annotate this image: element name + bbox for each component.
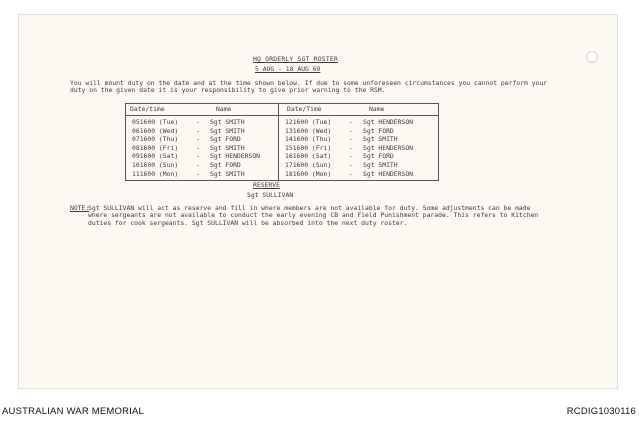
- row-dash: -: [349, 161, 353, 169]
- table-row: [126, 144, 278, 152]
- row-dash: -: [349, 118, 353, 126]
- row-datetime: 051600 (Tue): [132, 118, 179, 126]
- header-name-right: Name: [369, 105, 385, 113]
- note-line: duties for cook sergeants. Sgt SULLIVAN will be absorbed into the next duty roster.: [88, 218, 408, 227]
- header-datetime-right: Date/Time: [287, 105, 322, 113]
- row-dash: -: [349, 169, 353, 178]
- row-datetime: 131600 (Wed): [285, 126, 332, 135]
- table-row: [126, 161, 278, 169]
- row-datetime: 171600 (Sun): [285, 161, 332, 169]
- row-datetime: 071600 (Thu): [132, 135, 179, 144]
- row-datetime: 141600 (Thu): [285, 135, 332, 144]
- note-label: NOTE:: [70, 204, 90, 212]
- row-name: Sgt FORD: [363, 152, 394, 161]
- table-row: [126, 127, 278, 135]
- row-name: Sgt HENDERSON: [210, 152, 261, 161]
- table-row: [126, 118, 278, 126]
- intro-line: duty on the given date it is your responsibility to give prior warning to the RSM.: [70, 86, 386, 95]
- table-row: [126, 135, 278, 143]
- table-row: [279, 135, 438, 143]
- note-line: where sergeants are not available to conduct the early evening CB and Field Punishment parade. This refers to Kitchen: [88, 211, 539, 220]
- roster-table: [125, 103, 439, 181]
- row-name: Sgt HENDERSON: [363, 169, 414, 178]
- row-datetime: 181600 (Mon): [285, 169, 332, 178]
- row-dash: -: [196, 161, 200, 169]
- row-datetime: 081600 (Fri): [132, 143, 179, 152]
- table-row: [279, 127, 438, 135]
- row-name: Sgt SMITH: [210, 143, 245, 152]
- table-row: [279, 152, 438, 160]
- row-datetime: 061600 (Wed): [132, 126, 179, 135]
- row-name: Sgt SMITH: [210, 118, 245, 126]
- row-dash: -: [349, 143, 353, 152]
- table-row: [279, 170, 438, 178]
- row-dash: -: [196, 152, 200, 161]
- row-datetime: 151600 (Fri): [285, 143, 332, 152]
- row-dash: -: [349, 135, 353, 144]
- date-range: 5 AUG - 18 AUG 69: [255, 65, 321, 73]
- row-dash: -: [196, 143, 200, 152]
- footer-institution: AUSTRALIAN WAR MEMORIAL: [2, 406, 145, 417]
- row-name: Sgt FORD: [363, 126, 394, 135]
- row-name: Sgt SMITH: [210, 169, 245, 178]
- row-datetime: 121600 (Tue): [285, 118, 332, 126]
- row-datetime: 091600 (Sat): [132, 152, 179, 161]
- row-dash: -: [349, 152, 353, 161]
- row-dash: -: [196, 118, 200, 126]
- table-row: [279, 161, 438, 169]
- row-name: Sgt SMITH: [363, 161, 398, 169]
- row-dash: -: [196, 169, 200, 178]
- intro-paragraph: [70, 80, 570, 95]
- table-row: [279, 144, 438, 152]
- note-line: Sgt SULLIVAN will act as reserve and fill in where members are not available for duty. Some adjustments can be made: [88, 204, 531, 212]
- row-name: Sgt SMITH: [210, 126, 245, 135]
- row-dash: -: [349, 126, 353, 135]
- punch-hole: [586, 51, 598, 63]
- row-name: Sgt FORD: [210, 135, 241, 144]
- table-header-rule: [126, 115, 438, 116]
- row-name: Sgt HENDERSON: [363, 118, 414, 126]
- header-name: Name: [216, 105, 232, 113]
- row-dash: -: [196, 135, 200, 144]
- table-row: [126, 152, 278, 160]
- row-name: Sgt HENDERSON: [363, 143, 414, 152]
- row-datetime: 101600 (Sun): [132, 161, 179, 169]
- intro-line: You will mount duty on the date and at the time shown below. If due to some unforeseen circumstances you cannot perform your: [70, 79, 548, 87]
- reserve-heading: RESERVE: [253, 181, 280, 189]
- footer-catalog-id: RCDIG1030116: [566, 406, 636, 417]
- row-name: Sgt SMITH: [363, 135, 398, 144]
- table-row: [126, 170, 278, 178]
- document-title: HQ ORDERLY SGT ROSTER: [253, 55, 338, 63]
- row-dash: -: [196, 126, 200, 135]
- table-row: [279, 118, 438, 126]
- header-datetime: Date/time: [130, 105, 165, 113]
- row-name: Sgt FORD: [210, 161, 241, 169]
- note-body: [88, 205, 538, 227]
- row-datetime: 111600 (Mon): [132, 169, 179, 178]
- reserve-name: Sgt SULLIVAN: [247, 191, 294, 199]
- row-datetime: 161600 (Sat): [285, 152, 332, 161]
